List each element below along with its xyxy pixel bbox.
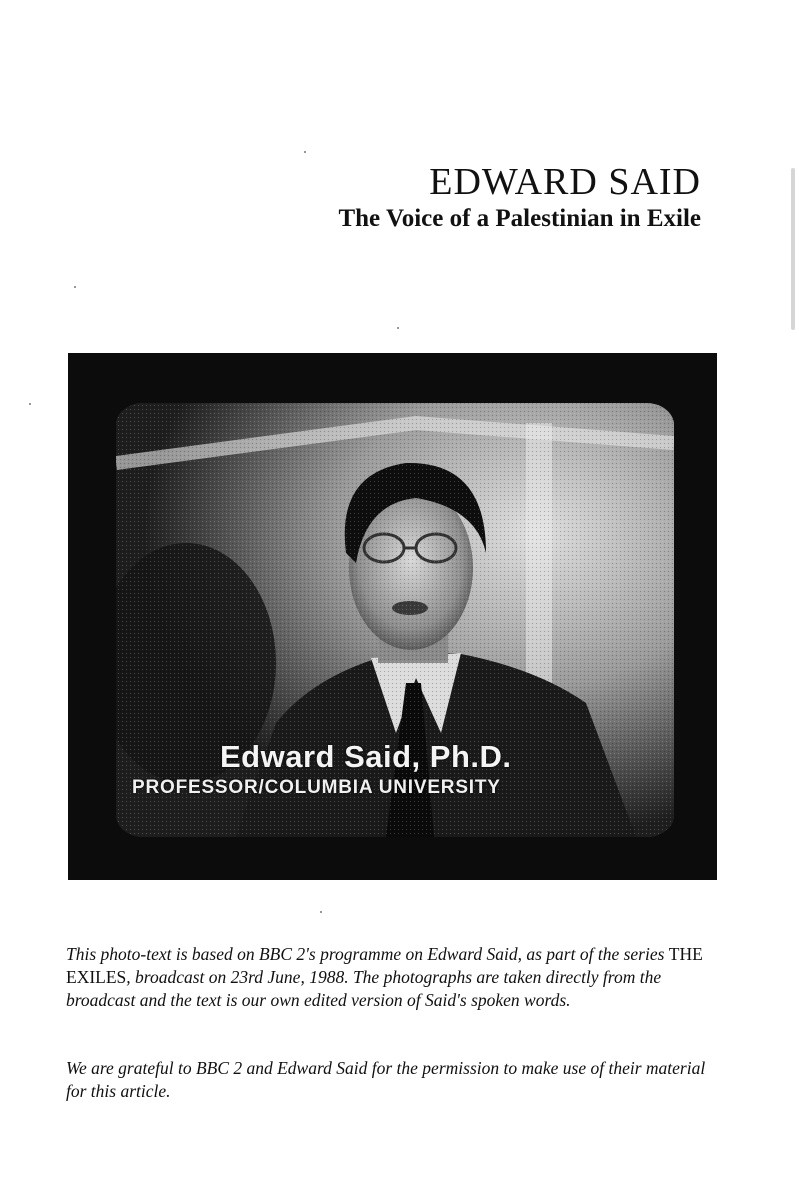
- print-speck: [74, 286, 76, 288]
- scrollbar-thumb[interactable]: [791, 168, 795, 330]
- print-speck: [29, 403, 31, 405]
- intro-series-name: THE EXILES: [66, 944, 703, 987]
- print-speck: [320, 911, 322, 913]
- print-speck: [397, 327, 399, 329]
- broadcast-photo: [68, 353, 717, 880]
- intro-text-part-2: , broadcast on 23rd June, 1988. The photographs are taken directly from the broadcast and the text is our own edited version of Said's spoken words.: [66, 967, 662, 1010]
- tv-screen: [116, 403, 674, 837]
- print-speck: [304, 151, 306, 153]
- article-title: EDWARD SAID: [429, 161, 701, 203]
- intro-text-part-1: This photo-text is based on BBC 2's programme on Edward Said, as part of the series: [66, 944, 669, 964]
- article-subtitle: The Voice of a Palestinian in Exile: [338, 205, 701, 232]
- intro-note: [66, 943, 716, 1012]
- caption-role: PROFESSOR/COLUMBIA UNIVERSITY: [132, 777, 501, 798]
- acknowledgement-note: We are grateful to BBC 2 and Edward Said for the permission to make use of their material for this article.: [66, 1058, 706, 1101]
- caption-name: Edward Said, Ph.D.: [220, 739, 512, 774]
